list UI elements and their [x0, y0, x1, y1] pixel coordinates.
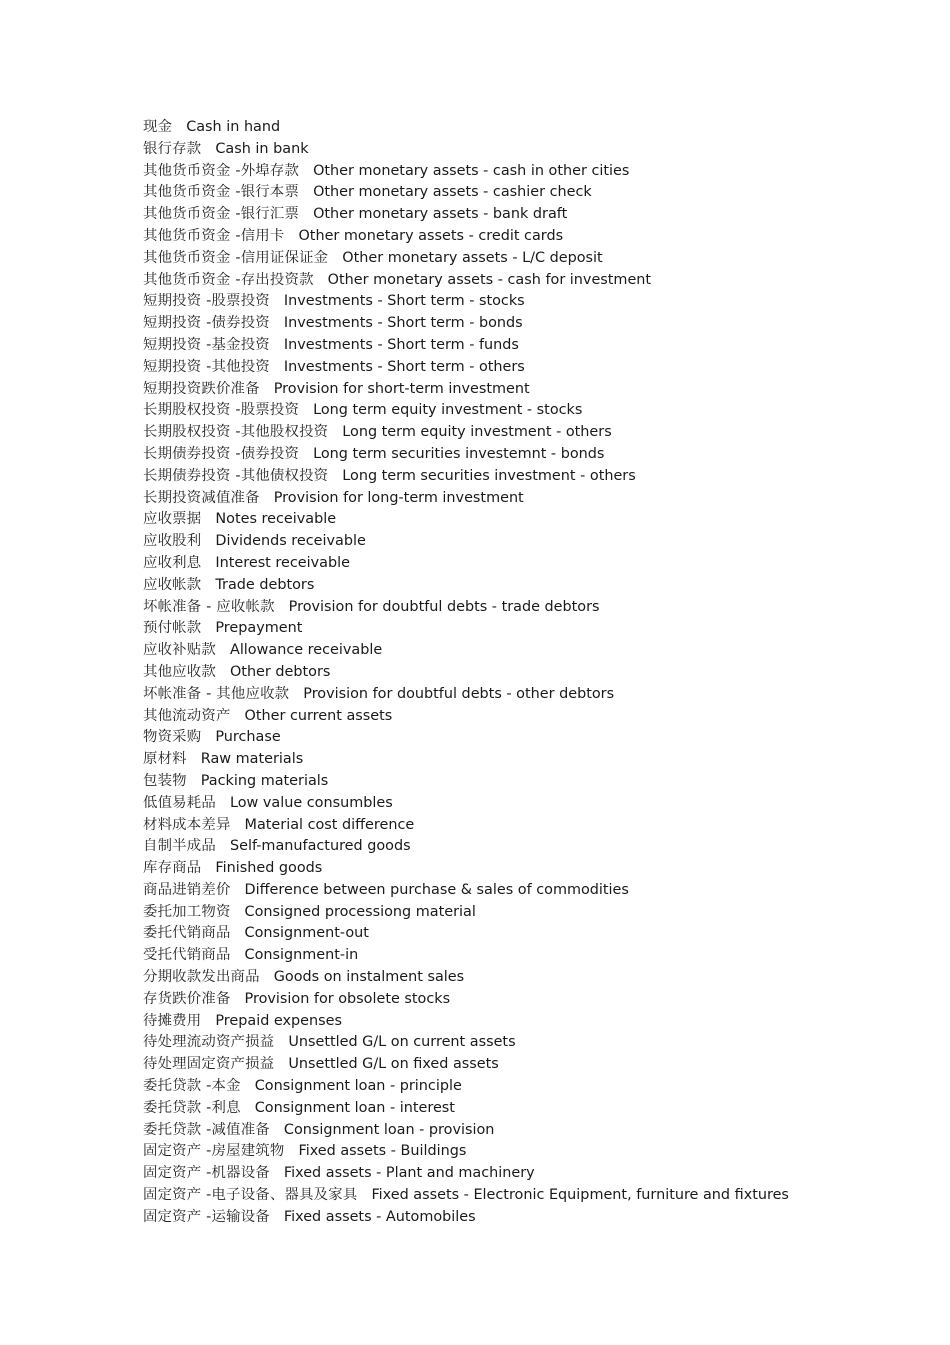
english-term: Cash in bank [215, 140, 309, 157]
english-term: Investments - Short term - funds [283, 336, 519, 353]
chinese-term: 应收股利 [143, 533, 202, 550]
english-term: Provision for obsolete stocks [244, 990, 451, 1007]
chinese-term: 其他货币资金 -信用证保证金 [143, 249, 329, 266]
english-term: Long term equity investment - others [342, 424, 612, 441]
glossary-entry [143, 640, 903, 662]
chinese-term: 待摊费用 [143, 1012, 202, 1029]
english-term: Provision for short-term investment [273, 380, 530, 397]
english-term: Cash in hand [186, 119, 281, 135]
glossary-entry [143, 182, 903, 204]
glossary-entry [143, 444, 903, 466]
glossary-entry [143, 1141, 903, 1163]
glossary-entry [143, 989, 903, 1011]
glossary-entry [143, 771, 903, 793]
chinese-term: 分期收款发出商品 [143, 969, 260, 986]
glossary-entry [143, 466, 903, 488]
chinese-term: 应收利息 [143, 554, 202, 571]
english-term: Other debtors [229, 663, 331, 680]
chinese-term: 原材料 [143, 751, 187, 768]
chinese-term: 材料成本差异 [143, 816, 231, 833]
chinese-term: 其他货币资金 -银行本票 [143, 184, 300, 201]
english-term: Fixed assets - Electronic Equipment, furniture and fixtures [371, 1187, 789, 1204]
chinese-term: 现金 [143, 119, 173, 135]
chinese-term: 短期投资 -基金投资 [143, 336, 270, 353]
english-term: Self-manufactured goods [229, 838, 411, 855]
glossary-entry [143, 836, 903, 858]
english-term: Long term securities investment - others [342, 467, 636, 484]
english-term: Unsettled G/L on fixed assets [288, 1056, 499, 1073]
chinese-term: 长期投资减值准备 [143, 489, 260, 506]
accounting-glossary-list [143, 117, 903, 1229]
glossary-entry [143, 553, 903, 575]
english-term: Material cost difference [244, 816, 415, 833]
glossary-entry [143, 880, 903, 902]
glossary-entry [143, 357, 903, 379]
english-term: Finished goods [215, 860, 323, 877]
english-term: Consignment-in [244, 947, 359, 964]
english-term: Unsettled G/L on current assets [288, 1034, 516, 1051]
glossary-entry [143, 1207, 903, 1229]
chinese-term: 应收帐款 [143, 576, 202, 593]
glossary-entry [143, 902, 903, 924]
english-term: Long term securities investemnt - bonds [313, 445, 605, 462]
chinese-term: 固定资产 -电子设备、器具及家具 [143, 1187, 358, 1204]
chinese-term: 银行存款 [143, 140, 202, 157]
chinese-term: 存货跌价准备 [143, 990, 231, 1007]
chinese-term: 坏帐准备 - 其他应收款 [143, 685, 290, 702]
glossary-entry [143, 1120, 903, 1142]
english-term: Goods on instalment sales [273, 969, 465, 986]
chinese-term: 固定资产 -运输设备 [143, 1208, 270, 1225]
english-term: Investments - Short term - bonds [283, 315, 523, 332]
chinese-term: 应收补贴款 [143, 642, 216, 659]
glossary-entry [143, 335, 903, 357]
english-term: Other monetary assets - L/C deposit [342, 249, 603, 266]
english-term: Other monetary assets - cash for investment [327, 271, 652, 288]
glossary-entry [143, 684, 903, 706]
glossary-entry [143, 1163, 903, 1185]
english-term: Other monetary assets - credit cards [298, 227, 564, 244]
glossary-entry [143, 313, 903, 335]
glossary-entry [143, 139, 903, 161]
glossary-entry [143, 575, 903, 597]
glossary-entry [143, 858, 903, 880]
english-term: Provision for doubtful debts - trade debtors [288, 598, 600, 615]
english-term: Fixed assets - Automobiles [283, 1208, 476, 1225]
english-term: Difference between purchase & sales of commodities [244, 881, 629, 898]
glossary-entry [143, 1098, 903, 1120]
glossary-entry [143, 923, 903, 945]
glossary-entry [143, 291, 903, 313]
english-term: Interest receivable [215, 554, 350, 571]
english-term: Notes receivable [215, 511, 337, 528]
chinese-term: 短期投资跌价准备 [143, 380, 260, 397]
glossary-entry [143, 749, 903, 771]
glossary-entry [143, 204, 903, 226]
chinese-term: 长期股权投资 -股票投资 [143, 402, 300, 419]
chinese-term: 其他货币资金 -存出投资款 [143, 271, 314, 288]
chinese-term: 其他流动资产 [143, 707, 231, 724]
glossary-entry [143, 1185, 903, 1207]
chinese-term: 短期投资 -其他投资 [143, 358, 270, 375]
glossary-entry [143, 706, 903, 728]
chinese-term: 短期投资 -股票投资 [143, 293, 270, 310]
chinese-term: 长期股权投资 -其他股权投资 [143, 424, 329, 441]
english-term: Investments - Short term - stocks [283, 293, 525, 310]
chinese-term: 商品进销差价 [143, 881, 231, 898]
english-term: Allowance receivable [229, 642, 383, 659]
glossary-entry [143, 1032, 903, 1054]
english-term: Dividends receivable [215, 533, 366, 550]
chinese-term: 委托加工物资 [143, 903, 231, 920]
glossary-entry [143, 488, 903, 510]
english-term: Consigned processiong material [244, 903, 476, 920]
english-term: Packing materials [200, 772, 329, 789]
english-term: Purchase [215, 729, 281, 746]
glossary-entry [143, 379, 903, 401]
glossary-entry [143, 161, 903, 183]
english-term: Other current assets [244, 707, 393, 724]
english-term: Other monetary assets - cashier check [313, 184, 592, 201]
english-term: Consignment-out [244, 925, 369, 942]
chinese-term: 预付帐款 [143, 620, 202, 637]
chinese-term: 库存商品 [143, 860, 202, 877]
glossary-entry [143, 1054, 903, 1076]
english-term: Prepaid expenses [215, 1012, 342, 1029]
glossary-entry [143, 422, 903, 444]
chinese-term: 低值易耗品 [143, 794, 216, 811]
english-term: Long term equity investment - stocks [313, 402, 583, 419]
glossary-entry [143, 531, 903, 553]
glossary-entry [143, 1076, 903, 1098]
english-term: Consignment loan - principle [254, 1078, 462, 1095]
chinese-term: 待处理流动资产损益 [143, 1034, 275, 1051]
chinese-term: 固定资产 -房屋建筑物 [143, 1143, 285, 1160]
glossary-entry [143, 793, 903, 815]
chinese-term: 包装物 [143, 772, 187, 789]
chinese-term: 委托贷款 -本金 [143, 1078, 241, 1095]
chinese-term: 坏帐准备 - 应收帐款 [143, 598, 275, 615]
chinese-term: 短期投资 -债券投资 [143, 315, 270, 332]
glossary-entry [143, 400, 903, 422]
glossary-entry [143, 618, 903, 640]
glossary-entry [143, 117, 903, 139]
glossary-entry [143, 509, 903, 531]
chinese-term: 自制半成品 [143, 838, 216, 855]
chinese-term: 物资采购 [143, 729, 202, 746]
chinese-term: 委托贷款 -减值准备 [143, 1121, 270, 1138]
english-term: Other monetary assets - bank draft [313, 206, 568, 223]
english-term: Provision for doubtful debts - other debtors [303, 685, 615, 702]
chinese-term: 长期债券投资 -其他债权投资 [143, 467, 329, 484]
glossary-entry [143, 226, 903, 248]
chinese-term: 其他货币资金 -信用卡 [143, 227, 285, 244]
chinese-term: 其他应收款 [143, 663, 216, 680]
english-term: Other monetary assets - cash in other cities [313, 162, 630, 179]
chinese-term: 其他货币资金 -银行汇票 [143, 206, 300, 223]
chinese-term: 长期债券投资 -债券投资 [143, 445, 300, 462]
english-term: Raw materials [200, 751, 304, 768]
glossary-entry [143, 270, 903, 292]
english-term: Fixed assets - Plant and machinery [283, 1165, 535, 1182]
chinese-term: 委托代销商品 [143, 925, 231, 942]
glossary-entry [143, 945, 903, 967]
chinese-term: 应收票据 [143, 511, 202, 528]
chinese-term: 固定资产 -机器设备 [143, 1165, 270, 1182]
glossary-entry [143, 248, 903, 270]
english-term: Trade debtors [215, 576, 315, 593]
english-term: Fixed assets - Buildings [298, 1143, 467, 1160]
glossary-entry [143, 1011, 903, 1033]
glossary-entry [143, 727, 903, 749]
english-term: Investments - Short term - others [283, 358, 525, 375]
chinese-term: 受托代销商品 [143, 947, 231, 964]
english-term: Consignment loan - provision [283, 1121, 495, 1138]
english-term: Prepayment [215, 620, 303, 637]
english-term: Low value consumbles [229, 794, 393, 811]
glossary-entry [143, 815, 903, 837]
chinese-term: 待处理固定资产损益 [143, 1056, 275, 1073]
glossary-entry [143, 967, 903, 989]
english-term: Consignment loan - interest [254, 1099, 455, 1116]
english-term: Provision for long-term investment [273, 489, 524, 506]
chinese-term: 委托贷款 -利息 [143, 1099, 241, 1116]
glossary-entry [143, 662, 903, 684]
chinese-term: 其他货币资金 -外埠存款 [143, 162, 300, 179]
glossary-entry [143, 597, 903, 619]
